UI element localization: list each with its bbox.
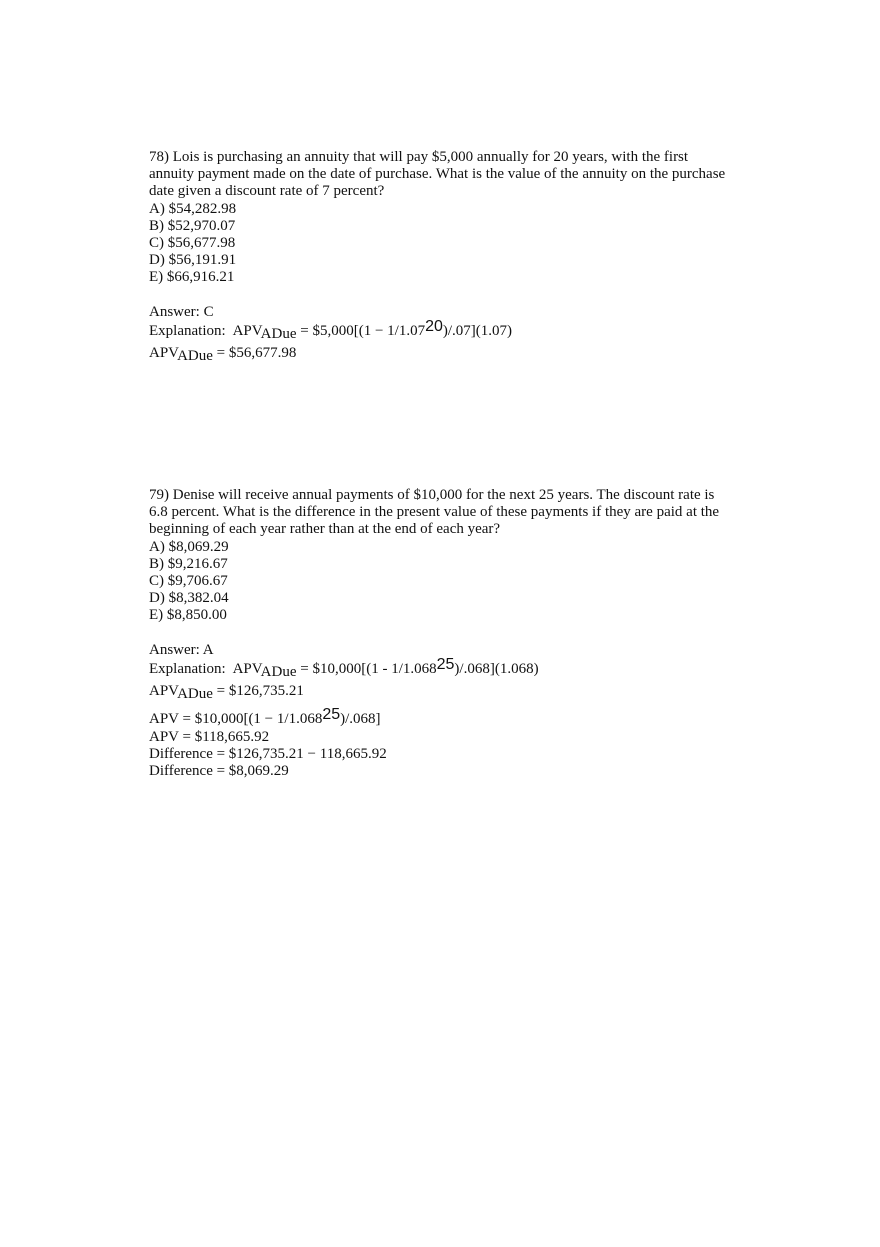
explanation-line	[149, 705, 739, 729]
formula-tail: )/.07](1.07)	[442, 322, 513, 339]
formula-result: = $56,677.98	[212, 344, 297, 361]
explanation-label: Explanation:	[149, 322, 226, 339]
formula-lhs: APV	[149, 344, 178, 361]
explanation-label: Explanation:	[149, 660, 226, 677]
formula-body: = $10,000[(1 - 1/1.068	[296, 660, 437, 677]
formula-subscript: ADue	[177, 685, 213, 702]
explanation-line: Difference = $8,069.29	[149, 763, 289, 780]
formula-exponent: 25	[322, 705, 341, 723]
answer-option: D) $8,382.04	[149, 590, 229, 607]
formula-lhs: APV	[232, 322, 261, 339]
question-78	[149, 149, 739, 371]
formula-lhs: APV	[149, 682, 178, 699]
spacer	[149, 287, 739, 304]
spacer	[149, 625, 739, 642]
answer-option: C) $56,677.98	[149, 234, 236, 251]
answer-key: Answer: A	[149, 641, 214, 658]
explanation-line: Difference = $126,735.21 − 118,665.92	[149, 745, 387, 762]
formula-tail: )/.068](1.068)	[454, 660, 539, 677]
answer-option: C) $9,706.67	[149, 572, 228, 589]
explanation-result-line	[149, 681, 739, 709]
formula-subscript: ADue	[260, 663, 297, 680]
question-stem-line: date given a discount rate of 7 percent?	[149, 183, 385, 200]
question-stem-line: annuity payment made on the date of purchase. What is the value of the annuity on the purchase	[149, 166, 726, 183]
answer-option: A) $54,282.98	[149, 200, 237, 217]
answer-option: B) $9,216.67	[149, 555, 228, 572]
question-stem-line: 78) Lois is purchasing an annuity that will pay $5,000 annually for 20 years, with the first	[149, 149, 689, 165]
formula-subscript: ADue	[260, 325, 297, 342]
formula-exponent: 20	[425, 317, 443, 335]
question-stem-line: 79) Denise will receive annual payments of $10,000 for the next 25 years. The discount rate is	[149, 487, 715, 503]
formula-subscript: ADue	[177, 347, 213, 364]
question-stem-line: 6.8 percent. What is the difference in the present value of these payments if they are paid at the	[149, 504, 720, 521]
answer-option: A) $8,069.29	[149, 538, 229, 555]
explanation-line: APV = $118,665.92	[149, 728, 270, 745]
answer-option: E) $66,916.21	[149, 269, 235, 286]
formula-exponent: 25	[436, 655, 455, 673]
question-stem-line: beginning of each year rather than at the end of each year?	[149, 521, 501, 538]
answer-option: D) $56,191.91	[149, 252, 237, 269]
formula-body: = $5,000[(1 − 1/1.07	[296, 322, 426, 339]
question-79	[149, 487, 739, 780]
answer-key: Answer: C	[149, 303, 214, 320]
explanation-line	[149, 317, 739, 343]
formula-lhs: APV	[232, 660, 261, 677]
answer-option: E) $8,850.00	[149, 607, 227, 624]
formula-result: = $126,735.21	[212, 682, 304, 699]
answer-option: B) $52,970.07	[149, 217, 236, 234]
explanation-line	[149, 655, 739, 681]
formula-body: APV = $10,000[(1 − 1/1.068	[149, 710, 323, 727]
formula-tail: )/.068]	[340, 710, 381, 727]
explanation-result-line	[149, 343, 739, 371]
